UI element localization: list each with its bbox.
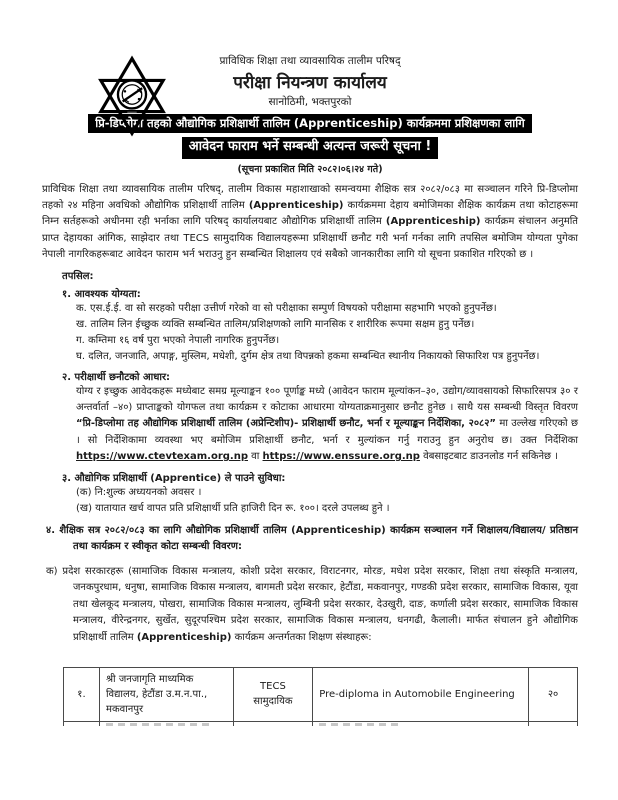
published-date: (सूचना प्रकाशित मिति २०८२।०६।२४ गते): [237, 163, 383, 175]
intro-bold-apprenticeship-2: (Apprenticeship): [385, 216, 481, 228]
section1-heading: १. आवश्यक योग्यता:: [62, 288, 141, 300]
ka-text-1: प्रदेश सरकारहरू (सामाजिक विकास मन्त्रालय, कोशी प्रदेश सरकार, विराटनगर, मोरङ, मधेश प्रदेश सरकार, शिक्षा तथा संस्कृति मन्त्रालय, जनकपुरधाम, धनुषा, सामाजिक विकास मन्त्रालय, बागमती प्रदेश सरकार, हेटौंडा, मकवानपुर, गण्डकी प्रदेश सरकार, सामाजिक विकास, यूवा तथा खेलकूद मन्त्रालय, पोखरा, सामाजिक विकास मन्त्रालय, लुम्बिनी प्रदेश सरकार, देउखुरी, दाङ, कर्णाली प्रदेश सरकार, सामाजिक विकास मन्त्रालय, वीरेन्द्रनगर, सुर्खेत, सुदूरपश्चिम प्रदेश सरकार, सामाजिक विकास मन्त्रालय, धनगढी, कैलाली। मार्फत संचालन हुने औद्योगिक प्रशिक्षार्थी तालिम: [62, 565, 578, 643]
quota-cell: २०: [529, 667, 578, 721]
section1-items: [76, 301, 578, 365]
section2-heading: २. परीक्षार्थी छनौटको आधार:: [62, 371, 171, 383]
table-row-clipped: [64, 721, 578, 726]
enssure-website-link[interactable]: https://www.enssure.org.np: [262, 451, 420, 463]
ka-bold-apprenticeship: (Apprenticeship): [136, 631, 232, 643]
list-item: (ख) यातायात खर्च वापत प्रति प्रशिक्षार्थी प्रति हाजिरी दिन रू. १००। दरले उपलब्ध हुने ।: [76, 502, 390, 514]
list-item: घ. दलित, जनजाति, अपाङ्ग, मुस्लिम, मधेशी, दुर्गम क्षेत्र तथा विपन्नको हकमा सम्बन्धित स्थानीय निकायको सिफारिश पत्र हुनुपर्नेछ।: [76, 350, 540, 362]
intro-text-1: प्राविधिक शिक्षा तथा व्यावसायिक तालीम परिषद्, तालीम विकास महाशाखाको समन्वयमा शैक्षिक सत्र २०८२/०८३ मा सञ्चालन गरिने प्रि-डिप्लोमा तहको २४ महिना अवधिको औद्योगिक प्रशिक्षार्थी तालिम: [42, 183, 578, 212]
section4-heading: ४. शैक्षिक सत्र २०८२/०८३ का लागि औद्योगिक प्रशिक्षार्थी तालिम (Apprenticeship) कार्यक्रम सञ्चालन गर्ने शिक्षालय/विद्यालय/ प्रतिष्ठान तथा कार्यक्रम र स्वीकृत कोटा सम्बन्धी विवरण:: [46, 524, 578, 553]
ka-text-2: कार्यक्रम अन्तर्गतका शिक्षण संस्थाहरू:: [231, 631, 372, 643]
intro-text-3: कार्यक्रम संचालन अनुमति प्राप्त देहायका आंगिक, साझेदार तथा TECS सामुदायिक विद्यालयहरूमा प्रशिक्षार्थी छनौट गरी भर्ना गर्नका लागि तपसिल बमोजिम योग्यता पुगेका नेपाली नागरिकहरूबाट आवेदन फाराम भर्न भराउनु हुन सम्बन्धित शिक्षालय एवं सबैको जानकारीका लागि यो सूचना प्रकाशित गरिएको छ ।: [42, 216, 578, 261]
section2-text-1: योग्य र इच्छुक आवेदकहरू मध्येबाट समग्र मूल्याङ्कन १०० पूर्णाङ्क मध्ये (आवेदन फाराम मूल्यांकन–३०, उद्योग/व्यावसायको सिफारिसपत्र ३० र अन्तर्वार्ता –४०) प्राप्ताङ्कको योगफल तथा कार्यक्रम र कोटाका आधारमा योग्यताक्रमानुसार छनौट हुनेछ । साथै यस सम्बन्धी विस्तृत विवरण: [76, 385, 578, 413]
section3-items: [76, 485, 578, 517]
clipped-cell: [313, 721, 529, 726]
section2-directive-title: “प्रि-डिप्लोमा तह औद्योगिक प्रशिक्षार्थी तालिम (अप्रेन्टिशीप)- प्रशिक्षार्थी छनौट, भर्ना र मूल्याङ्कन निर्देशिका, २०८२”: [76, 418, 496, 430]
clipped-text-fragment: [319, 723, 400, 726]
section2-text-2: मा उल्लेख गरिएको छ । सो निर्देशिकामा व्यवस्था भए बमोजिम प्रशिक्षार्थी छनौट, भर्ना र मुल्यांकन गर्नु गराउनु हुन अनुरोध छ। उक्त निर्देशिका: [76, 418, 579, 446]
clipped-cell: [233, 721, 313, 726]
intro-paragraph: [42, 182, 578, 264]
table-row: [64, 667, 578, 721]
section2-text-3: वा: [248, 451, 263, 463]
list-item: ग. कम्तिमा १६ वर्ष पुरा भएको नेपाली नागरिक हुनुपर्नेछ।: [76, 334, 280, 346]
notice-banner-line2: आवेदन फाराम भर्ने सम्बन्धी अत्यन्त जरूरी सूचना !: [182, 137, 439, 158]
school-name-cell: श्री जनजागृति माध्यमिक विद्यालय, हेटौंडा उ.म.न.पा., मकवानपुर: [99, 667, 233, 721]
school-type-cell: TECS सामुदायिक: [233, 667, 313, 721]
list-item: क. एस.ई.ई. वा सो सरहको परीक्षा उत्तीर्ण गरेको वा सो परीक्षाका सम्पुर्ण विषयको परीक्षामा सहभागि भएको हुनुपर्नेछ।: [76, 302, 497, 314]
program-name-cell: Pre-diploma in Automobile Engineering: [313, 667, 529, 721]
council-name: प्राविधिक शिक्षा तथा व्यावसायिक तालीम परिषद्: [219, 55, 401, 67]
tapasil-label: तपसिल:: [62, 270, 94, 282]
intro-bold-apprenticeship-1: (Apprenticeship): [248, 200, 344, 212]
clipped-cell: [529, 721, 578, 726]
ctevtexam-website-link[interactable]: https://www.ctevtexam.org.np: [76, 451, 248, 463]
clipped-cell: [64, 721, 100, 726]
office-name: परीक्षा नियन्त्रण कार्यालय: [233, 73, 387, 93]
list-item: (क) नि:शुल्क अध्ययनको अवसर ।: [76, 486, 202, 498]
intro-text-2: कार्यक्रममा देहाय बमोजिमका शैक्षिक कार्यक्रम तथा कोटाहरूमा निम्न सर्तहरूको अधीनमा रही भर्नाका लागि परिषद् कार्यालयबाट औद्योगिक प्रशिक्षार्थी तालिम: [42, 200, 578, 228]
office-location: सानोठिमी, भक्तपुरको: [268, 96, 352, 108]
serial-number-cell: १.: [64, 667, 100, 721]
section3-heading: ३. औद्योगिक प्रशिक्षार्थी (Apprentice) ले पाउने सुविधा:: [62, 472, 286, 484]
section2-text-4: वेबसाइटबाट डाउनलोड गर्न सकिनेछ ।: [419, 451, 559, 463]
province-list-paragraph: [46, 564, 578, 647]
list-item: ख. तालिम लिन ईच्छुक व्यक्ति सम्बन्धित तालिम/प्रशिक्षणको लागि मानसिक र शारीरिक रूपमा सक्षम हुनु पर्नेछ।: [76, 318, 475, 330]
section2-body: [76, 384, 578, 466]
six-pointed-star-emblem-icon: [93, 55, 171, 137]
ka-label: क): [46, 565, 58, 577]
notice-banner-line1: प्रि-डिप्लोमा तहको औद्योगिक प्रशिक्षार्थी तालिम (Apprenticeship) कार्यक्रममा प्रशिक्षणका लागि: [88, 114, 531, 133]
clipped-cell: [99, 721, 233, 726]
clipped-text-fragment: [106, 723, 209, 726]
institutions-quota-table: [63, 667, 578, 726]
ctevt-logo: [93, 55, 171, 141]
